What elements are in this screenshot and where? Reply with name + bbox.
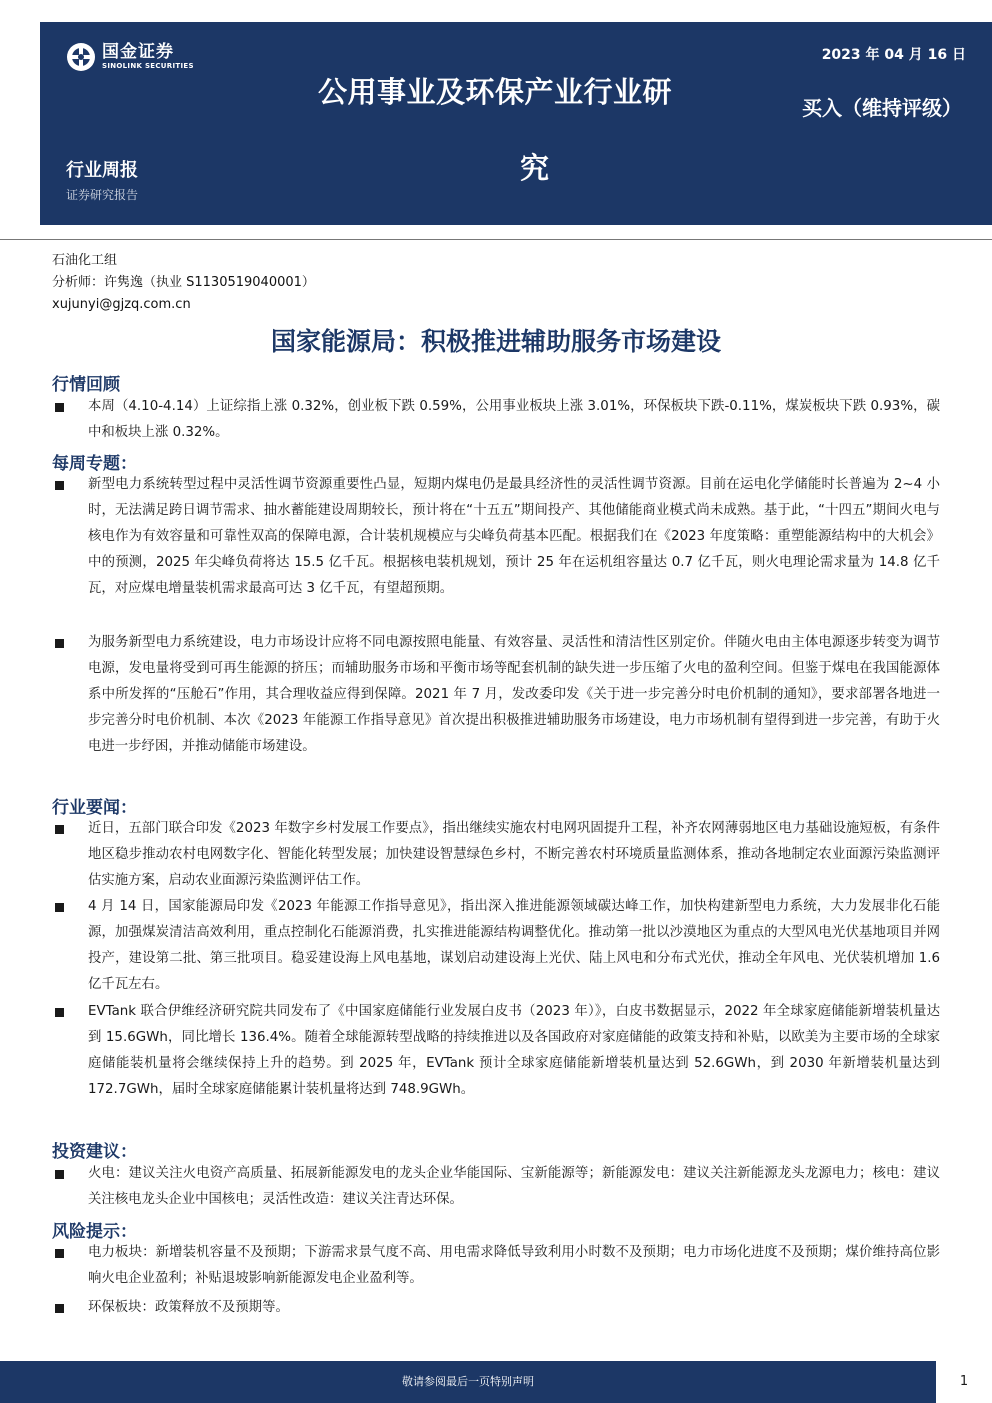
section-title-market: 行情回顾	[52, 375, 120, 395]
weekly-item-1: 新型电力系统转型过程中灵活性调节资源重要性凸显，短期内煤电仍是最具经济性的灵活性调节资源。目前在运电化学储能时长普遍为 2~4 小时，无法满足跨日调节需求、抽水蓄能建设周期较长，预计将在“十五五”期间投产、其他储能商业模式尚未成熟。基于此，“十四五”期间火电与核电作为有效容量和可靠性双高的保障电源，合计装机规模应与尖峰负荷基本匹配。根据我们在《2023 年度策略：重塑能源结构中的大机会》中的预测，2025 年尖峰负荷将达 15.5 亿千瓦。根据核电装机规划，预计 25 年在运机组容量达 0.7 亿千瓦，则火电理论需求量为 14.8 亿千瓦，对应煤电增量装机需求最高可达 3 亿千瓦，有望超预期。	[88, 477, 940, 596]
bullet-marker	[55, 481, 64, 490]
section-title-weekly: 每周专题：	[52, 454, 137, 474]
weekly-item-2: 为服务新型电力系统建设，电力市场设计应将不同电源按照电能量、有效容量、灵活性和清洁性区别定价。伴随火电由主体电源逐步转变为调节电源，发电量将受到可再生能源的挤压；而辅助服务市场和平衡市场等配套机制的缺失进一步压缩了火电的盈利空间。但鉴于煤电在我国能源体系中所发挥的“压舱石”作用，其合理收益应得到保障。2021 年 7 月，发改委印发《关于进一步完善分时电价机制的通知》，要求部署各地进一步完善分时电价机制、本次《2023 年能源工作指导意见》首次提出积极推进辅助服务市场建设，电力市场机制有望得到进一步完善，有助于火电进一步纾困，并推动储能市场建设。	[88, 635, 940, 754]
report-title-line1: 公用事业及环保产业行业研	[318, 75, 673, 109]
bullet-marker	[55, 1008, 64, 1017]
logo-cn-text: 国金证券	[102, 42, 174, 62]
bullet-marker	[55, 403, 64, 412]
section-title-news: 行业要闻：	[52, 798, 137, 818]
bullet-marker	[55, 639, 64, 648]
logo-en-text: SINOLINK SECURITIES	[102, 62, 194, 70]
footer-notice: 敬请参阅最后一页特别声明	[402, 1375, 534, 1388]
advice-item-1: 火电：建议关注火电资产高质量、拓展新能源发电的龙头企业华能国际、宝新能源等；新能源发电：建议关注新能源龙头龙源电力；核电：建议关注核电龙头企业中国核电；灵活性改造：建议关注青达环保。	[88, 1166, 940, 1207]
bullet-marker	[55, 1170, 64, 1179]
header-divider	[0, 239, 992, 240]
analyst-name: 分析师：许隽逸（执业 S1130519040001）	[52, 275, 315, 290]
page-number: 1	[959, 1374, 969, 1389]
bullet-marker	[55, 903, 64, 912]
bullet-marker	[55, 1249, 64, 1258]
risk-item-1: 电力板块：新增装机容量不及预期；下游需求景气度不高、用电需求降低导致利用小时数不及预期；电力市场化进度不及预期；煤价维持高位影响火电企业盈利；补贴退坡影响新能源发电企业盈利等。	[88, 1245, 940, 1286]
bullet-marker	[55, 825, 64, 834]
report-subtype: 证券研究报告	[66, 188, 139, 202]
report-title-line2: 究	[520, 151, 550, 185]
section-title-risk: 风险提示：	[52, 1222, 137, 1242]
bullet-marker	[55, 1304, 64, 1313]
analyst-email: xujunyi@gjzq.com.cn	[52, 297, 191, 312]
news-item-1: 近日，五部门联合印发《2023 年数字乡村发展工作要点》，指出继续实施农村电网巩固提升工程，补齐农网薄弱地区电力基础设施短板，有条件地区稳步推动农村电网数字化、智能化转型发展；加快建设智慧绿色乡村，不断完善农村环境质量监测体系，推动各地制定农业面源污染监测评估实施方案，启动农业面源污染监测评估工作。	[88, 821, 940, 888]
news-item-3: EVTank 联合伊维经济研究院共同发布了《中国家庭储能行业发展白皮书（2023 年）》，白皮书数据显示，2022 年全球家庭储能新增装机量达到 15.6GWh，同比增长 136.4%。随着全球能源转型战略的持续推进以及各国政府对家庭储能的政策支持和补贴，以欧美为主要市场的全球家庭储能装机量将会继续保持上升的趋势。到 2025 年，EVTank 预计全球家庭储能新增装机量达到 52.6GWh，到 2030 年新增装机量达到 172.7GWh，届时全球家庭储能累计装机量将达到 748.9GWh。	[88, 1004, 940, 1097]
report-headline: 国家能源局：积极推进辅助服务市场建设	[270, 327, 721, 356]
news-item-2: 4 月 14 日，国家能源局印发《2023 年能源工作指导意见》，指出深入推进能源领域碳达峰工作，加快构建新型电力系统，大力发展非化石能源，加强煤炭清洁高效利用，重点控制化石能源消费，扎实推进能源结构调整优化。推动第一批以沙漠地区为重点的大型风电光伏基地项目并网投产，建设第二批、第三批项目。稳妥建设海上风电基地，谋划启动建设海上光伏、陆上风电和分布式光伏，推动全年风电、光伏装机增加 1.6 亿千瓦左右。	[88, 899, 940, 992]
rating-badge: 买入（维持评级）	[802, 96, 962, 120]
report-type: 行业周报	[66, 160, 138, 181]
sinolink-logo-icon	[66, 42, 96, 72]
section-title-advice: 投资建议：	[52, 1142, 137, 1162]
market-item-1: 本周（4.10-4.14）上证综指上涨 0.32%，创业板下跌 0.59%，公用事业板块上涨 3.01%，环保板块下跌-0.11%，煤炭板块下跌 0.93%，碳中和板块上涨 0.32%。	[88, 399, 940, 440]
team-name: 石油化工组	[52, 253, 118, 268]
risk-item-2: 环保板块：政策释放不及预期等。	[88, 1300, 289, 1315]
report-date: 2023 年 04 月 16 日	[821, 47, 966, 63]
company-logo	[66, 42, 194, 72]
analyst-info	[52, 250, 315, 316]
